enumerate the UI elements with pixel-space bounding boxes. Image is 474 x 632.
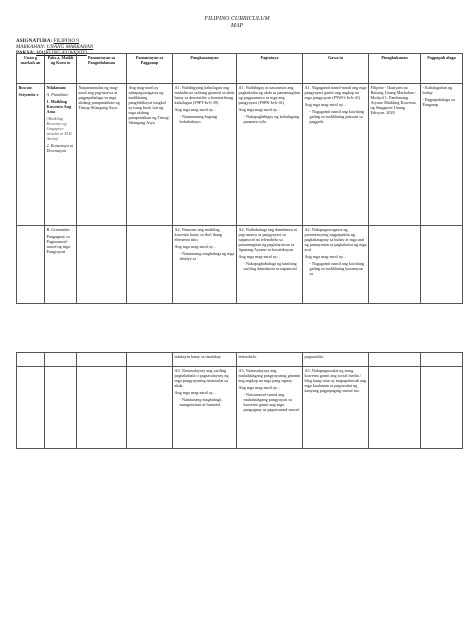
paksa-label: PAKSA:	[16, 50, 35, 56]
gawain-intro: Ang mga mag-aaral ay...	[304, 102, 346, 107]
table-row	[17, 367, 463, 449]
pagtataya-bullet: - Nakapagbabahagi ng kanilang sariling damdamin sa napanood	[243, 261, 297, 271]
kasanayan-intro: Ang mga mag-aaral ay...	[174, 390, 216, 395]
cell-pangkasanayan	[173, 84, 237, 226]
kasanayan-bullet: - Natutunang magbahagi ng mga detalye sa	[179, 251, 235, 261]
header-paksa: Paks a, Maikli ng Kuen to	[45, 54, 77, 84]
kasanayan-intro: Ang mga mag-aaral ay...	[174, 244, 216, 249]
kasanayan-a1: A1. Nabibigyang kahulugan ang mahalin na salitang ginamit sa akda batay sa denotatibo o konotatibong kahulugan (F9PT-Ia-b-39)	[174, 85, 235, 105]
pangnilalaman-text: Naipamamalas ng mag-aaral ang pag-unawa at pagpapahalaga sa mga akdang pampanitikan ng Timog-Silangang Asya.	[78, 85, 120, 110]
kasanayan-intro: Ang mga mag-aaral ay...	[174, 107, 216, 112]
cell-pangkasanayan	[173, 367, 237, 449]
cell-empty	[369, 226, 421, 304]
cell-pagtataya	[237, 367, 303, 449]
cell-empty	[45, 353, 77, 367]
pagtataya-a3: A3. Naisasalaysay ang mahahalagang pangyayaring ginamit ang angkop na mga pang-ugnay.	[238, 368, 301, 383]
gramatika-text: Pangugnay sa Pagsusunod-sunod ng mga Pangyayari	[46, 234, 70, 254]
header-pagpapahalaga: Pagpapah alaga	[421, 54, 463, 84]
table-row	[17, 353, 463, 367]
header-markahan: Unan g markah an	[17, 54, 45, 84]
cell-gawain	[303, 84, 369, 226]
pagganap-text: Ang mag-aaral ay nakapagsasagawa ng malikhaing panghihikayat tungkol sa isang book fair ng mga akdang pampanitikan ng Timog-Silangang Asya	[128, 85, 170, 125]
cell-pangkasanayan	[173, 226, 237, 304]
cell-empty	[127, 367, 173, 449]
cell-gawain	[303, 226, 369, 304]
cell-pangnilalaman	[77, 84, 127, 226]
cell-pagtataya	[237, 226, 303, 304]
kasanayan-bullet: - Natutunang magbahagi, mangatwiran at humatol.	[179, 397, 222, 407]
curriculum-table-continued	[16, 352, 463, 449]
curriculum-table	[16, 53, 463, 304]
table-row	[17, 84, 463, 226]
cell-empty	[17, 353, 45, 367]
buwan-value: Setyembr e	[18, 92, 39, 97]
pagtataya-a1: A1. Naibibigay at nauunawa ang pagkakaiba ng akda sa pamamagitan ng pagpaunawa sa mga ang pangyayari (F9PB-Ia-b-41)	[238, 85, 300, 105]
asignatura-value: FILIPINO 9	[53, 38, 80, 44]
cell-empty	[17, 367, 45, 449]
pagtataya-cont: telenobela.	[238, 354, 257, 359]
cell-empty	[127, 226, 173, 304]
header-row	[17, 54, 463, 84]
cell-pagtataya	[237, 353, 303, 367]
markahan-label: MARKAHAN:	[16, 44, 46, 50]
cell-nilalaman	[45, 84, 77, 226]
pinagkukunan-text: Filipino - Ikasiyam na Baitang Unang Markahan - Modyul 1: Pambasang Aryano Maikling Kuwento ng Singapore Unang Edisyon, 2020	[370, 85, 417, 115]
kuwento-two: 2. Konsensya at Desentayon	[46, 143, 74, 153]
cell-empty	[77, 226, 127, 304]
paksa-value: MAIKLING KUWENTO	[36, 50, 87, 56]
pagtataya-bullet: - Nakapagbibigay ng kahulugang pananaw nila.	[243, 114, 300, 124]
nilalaman-label: Nilalaman:	[46, 85, 67, 90]
title-line: FILIPINO CURRICULUM	[204, 16, 270, 22]
gawain-bullet: - Nagagamit nanid ang kawilang galing sa malikhaing paksain sa paggalit.	[309, 109, 365, 124]
pagtataya-intro: Ang mga mag-aaral ay...	[238, 385, 280, 390]
kasanayan-bullet: - Natutuunang bagong bokabularyo.	[179, 114, 217, 124]
gramatika-label: B. Gramatika:	[46, 227, 71, 232]
cell-empty	[421, 226, 463, 304]
asignatura-label: ASIGNATURA:	[16, 38, 53, 44]
cell-empty	[421, 353, 463, 367]
header-pangkasanayan: Pangkasanayan	[173, 54, 237, 84]
kasanayan-a3: A3. Naisasalaysay ang sariling pagbabahala o pagsasalaysay ng mga pangyayaring naisusulat sa akda.	[174, 368, 229, 388]
cell-pangkasanayan	[173, 353, 237, 367]
cell-pagpapahalaga	[421, 84, 463, 226]
cell-pinagkukunan	[369, 84, 421, 226]
kasanayan-cont: talakayin batay sa tinalakay	[174, 354, 221, 359]
cell-empty	[77, 353, 127, 367]
header-gawain: Gawa in	[303, 54, 369, 84]
table-row	[17, 226, 463, 304]
kasanayan-a2: A2. Nasusuri ang maikling kuwento batay sa iba't ibang elemento nito.	[174, 227, 223, 242]
header-pinagkukunan: Pinagkukunan	[369, 54, 421, 84]
buwan-label: Buwan:	[18, 85, 33, 90]
cell-buwan	[17, 84, 45, 226]
markahan-value: UNANG MARKAHAN	[46, 44, 94, 50]
cell-empty	[45, 367, 77, 449]
gawain-a2: A2. Nakapagsasagawa ng presentasyong nagpapakita ng pagkakaugnay sa buhay at mga aral ng pamayanan sa pagkakaisa ng mga aral.	[304, 227, 367, 252]
kuwento-source: (Maikling Kuwento ng Singapore isinalin ni M.R. Avena)	[46, 116, 73, 141]
pagpapahalaga-two: - Pagpapahalaga sa Pangarap	[422, 97, 455, 107]
cell-gramatika	[45, 226, 77, 304]
header-pagganap: Pamantayan sa Pagganap	[127, 54, 173, 84]
subtitle-line: MAP	[230, 23, 244, 29]
pagtataya-intro: Ang mga mag-aaral ay...	[238, 254, 280, 259]
pagtataya-a2: A2. Naibabahagi ang damdamin at pag-unawa sa pangyayari sa napanood na telenobela sa pamamagitan ng paglalarawan sa lipunang Aryano sa kasalukuyan.	[238, 227, 297, 252]
gawain-cont: pagsasalita.	[304, 354, 324, 359]
header-pangnilalaman: Pamantayan sa Pangnilalaman	[77, 54, 127, 84]
kuwento-title: 1. Maikling Kuwento Ang Ama	[46, 99, 72, 114]
pagpapahalaga-one: - Kahalagahan ng buhay	[422, 85, 453, 95]
cell-pagtataya	[237, 84, 303, 226]
gawain-intro: Ang mga mag-aaral ay...	[304, 254, 346, 259]
gawain-a3: A3. Nakapagsusulat ng isang kuwento gamit ang social media / blog kung saan ay mapapalawak ang mga kaalaman sa pagsusulat ng kanyang pagpapaging-sunud tao.	[304, 368, 367, 393]
cell-empty	[127, 353, 173, 367]
cell-empty	[421, 367, 463, 449]
panitikan-label: A. Panitikan:	[46, 92, 69, 97]
cell-pagganap	[127, 84, 173, 226]
header-pagtataya: Pagtataya	[237, 54, 303, 84]
cell-empty	[77, 367, 127, 449]
document-title	[0, 16, 474, 30]
cell-gawain	[303, 353, 369, 367]
pagtataya-intro: Ang mga mag-aaral ay...	[238, 107, 280, 112]
cell-gawain	[303, 367, 369, 449]
cell-empty	[369, 353, 421, 367]
cell-empty	[369, 367, 421, 449]
gawain-a1: A1. Nagagamit nanid-nanid ang mga pangyayari gamit ang angkop na mga pangyayari (F9WG-Ia-b-41)	[304, 85, 367, 100]
gawain-bullet: - Nagagamit nanid ang kawilang galing sa malikhaing kasanayan sa	[309, 261, 365, 276]
cell-empty	[17, 226, 45, 304]
pagtataya-bullet: - Naisusunud-sunod ang mahahalagang pangyayari sa kuwento gamit ang mga pangugnay sa pagsusunud-sunod.	[243, 392, 300, 412]
